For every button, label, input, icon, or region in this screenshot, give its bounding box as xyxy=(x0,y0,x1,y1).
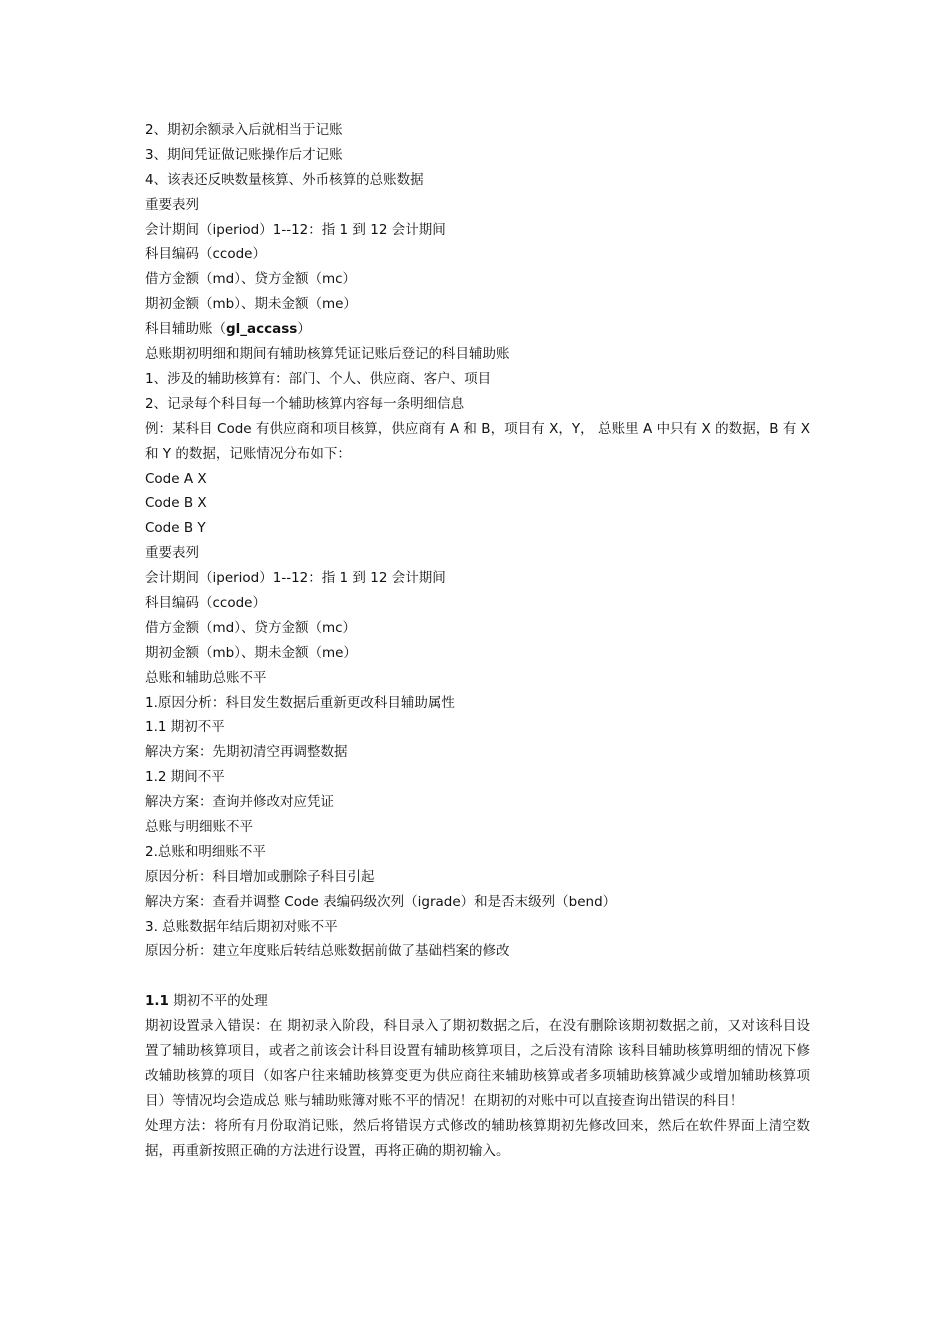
error-paragraph: 期初设置录入错误：在 期初录入阶段，科目录入了期初数据之后，在没有删除该期初数据之前，又对该科目设置了辅助核算项目，或者之前该会计科目设置有辅助核算项目，之后没有清除 该科目辅助核算明细的情况下修改辅助核算的项目（如客户往来辅助核算变更为供应商往来辅助核算或者多项辅助核算减少或增加辅助核算项目）等情况均会造成总 账与辅助账簿对账不平的情况！在期初的对账中可以直接查询出错误的科目！ xyxy=(145,1018,810,1109)
text-line: 1.2 期间不平 xyxy=(145,769,225,786)
text-line: 原因分析：科目增加或删除子科目引起 xyxy=(145,868,375,885)
text-line: 3、期间凭证做记账操作后才记账 xyxy=(145,146,343,163)
text-line: 1、涉及的辅助核算有：部门、个人、供应商、客户、项目 xyxy=(145,370,492,387)
text-line: 科目编码（ccode） xyxy=(145,594,266,611)
text-line: 重要表列 xyxy=(145,545,199,562)
text-line: 期初金额（mb）、期未金额（me） xyxy=(145,296,357,313)
document-body xyxy=(145,118,810,1164)
section-number: 1.1 xyxy=(145,993,169,1010)
text-line: 解决方案：查看并调整 Code 表编码级次列（igrade）和是否末级列（bend） xyxy=(145,893,617,910)
text-line: 借方金额（md）、贷方金额（mc） xyxy=(145,271,357,288)
text-line: 解决方案：查询并修改对应凭证 xyxy=(145,794,334,811)
text-line: 会计期间（iperiod）1--12：指 1 到 12 会计期间 xyxy=(145,570,446,587)
text-line: 会计期间（iperiod）1--12：指 1 到 12 会计期间 xyxy=(145,221,446,238)
text-line: 科目编码（ccode） xyxy=(145,246,266,263)
text-line: 2.总账和明细账不平 xyxy=(145,843,266,860)
blank-line xyxy=(145,964,810,989)
text-line: 总账与明细账不平 xyxy=(145,818,253,835)
accass-suffix: ） xyxy=(297,321,311,338)
section-title: 期初不平的处理 xyxy=(168,993,268,1010)
text-line: 总账期初明细和期间有辅助核算凭证记账后登记的科目辅助账 xyxy=(145,346,510,363)
text-line: 2、记录每个科目每一个辅助核算内容每一条明细信息 xyxy=(145,395,465,412)
accass-heading xyxy=(145,317,810,342)
text-line: 借方金额（md）、贷方金额（mc） xyxy=(145,619,357,636)
text-line: 期初金额（mb）、期未金额（me） xyxy=(145,644,357,661)
text-line: 重要表列 xyxy=(145,196,199,213)
text-line: 原因分析：建立年度账后转结总账数据前做了基础档案的修改 xyxy=(145,943,510,960)
text-line: Code B X xyxy=(145,495,207,512)
accass-table-name: gl_accass xyxy=(226,321,298,338)
text-line: Code A X xyxy=(145,470,207,487)
text-line: Code B Y xyxy=(145,520,206,537)
text-line: 3. 总账数据年结后期初对账不平 xyxy=(145,918,338,935)
text-line: 2、期初余额录入后就相当于记账 xyxy=(145,122,343,138)
accass-prefix: 科目辅助账（ xyxy=(145,321,226,338)
text-line: 1.原因分析：科目发生数据后重新更改科目辅助属性 xyxy=(145,694,455,711)
section-heading xyxy=(145,989,810,1014)
text-line: 解决方案：先期初清空再调整数据 xyxy=(145,744,348,761)
text-line: 1.1 期初不平 xyxy=(145,719,225,736)
text-line: 总账和辅助总账不平 xyxy=(145,669,267,686)
text-line: 4、该表还反映数量核算、外币核算的总账数据 xyxy=(145,171,424,188)
method-paragraph: 处理方法：将所有月份取消记账，然后将错误方式修改的辅助核算期初先修改回来，然后在软件界面上清空数据，再重新按照正确的方法进行设置，再将正确的期初输入。 xyxy=(145,1117,810,1159)
example-paragraph: 例：某科目 Code 有供应商和项目核算，供应商有 A 和 B，项目有 X，Y， 总账里 A 中只有 X 的数据，B 有 X 和 Y 的数据，记账情况分布如下： xyxy=(145,420,810,462)
